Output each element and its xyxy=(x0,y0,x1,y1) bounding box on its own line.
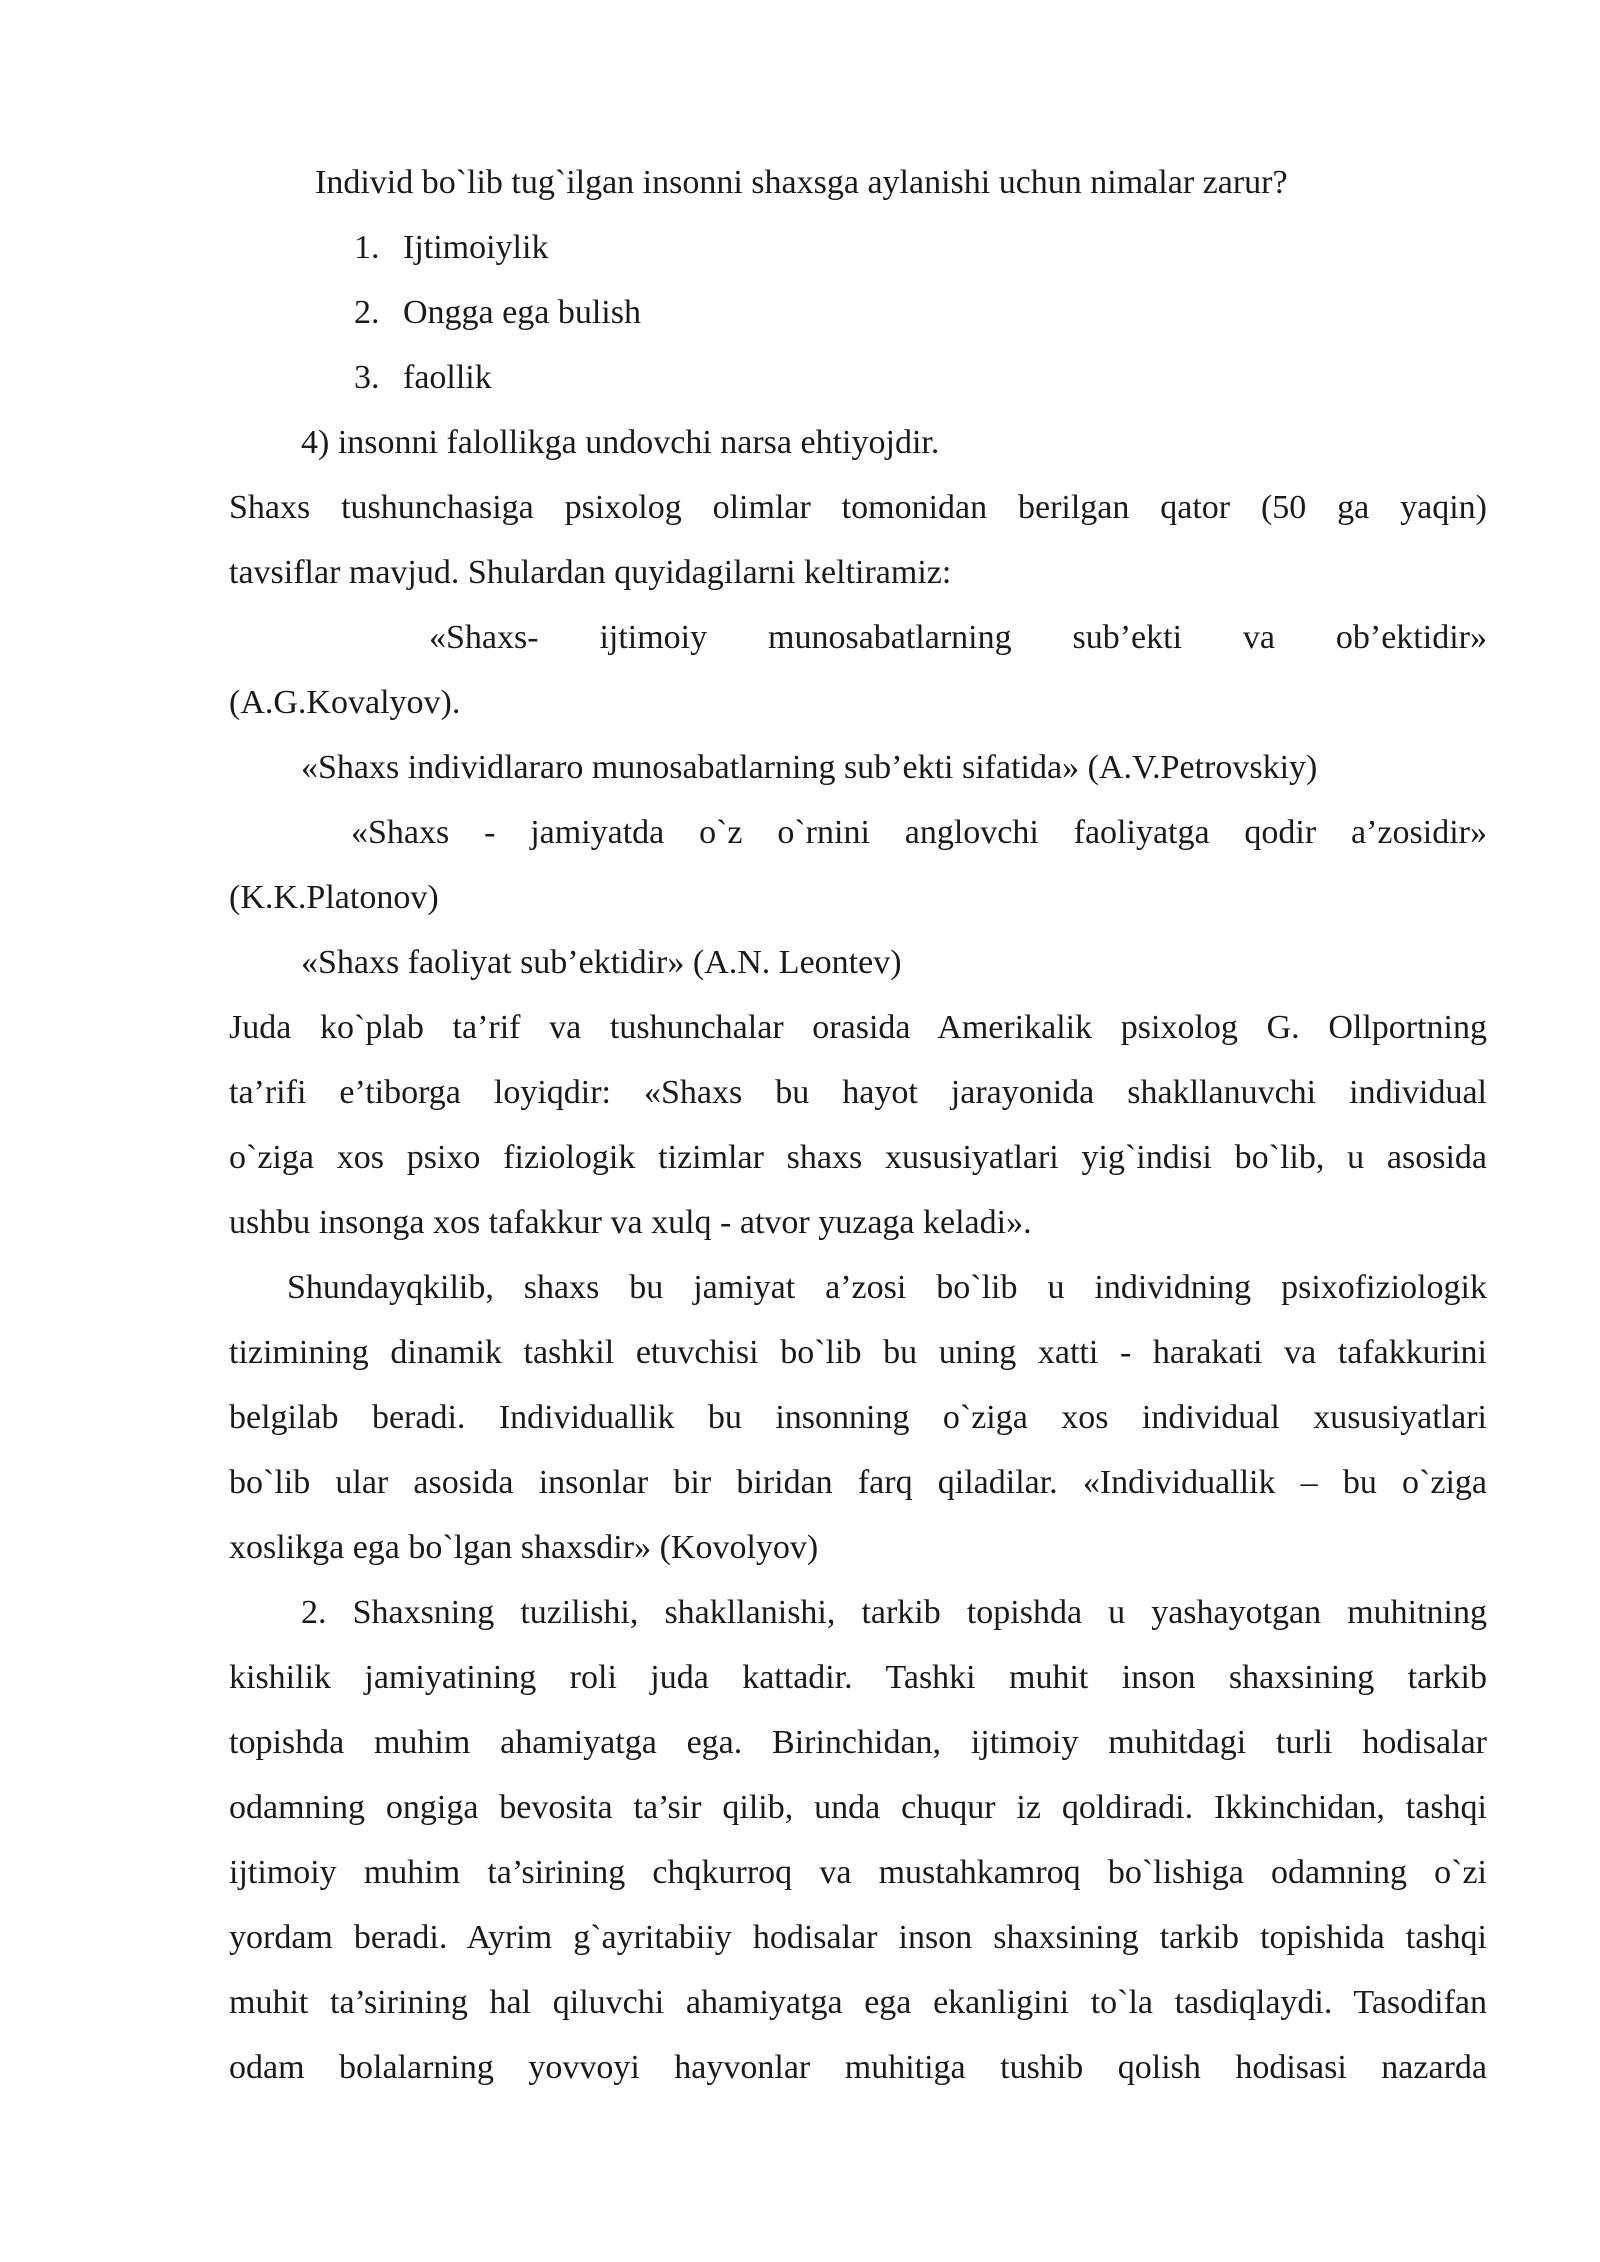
definition-text xyxy=(229,800,1487,865)
word: sub’ekti xyxy=(1072,619,1183,656)
paragraph-line: belgilab beradi. Individuallik bu insonning o`ziga xos individual xususiyatlari xyxy=(229,1399,1487,1436)
paragraph-line: odam bolalarning yovvoyi hayvonlar muhitiga tushib qolish hodisasi nazarda xyxy=(229,2049,1487,2086)
list-item-text: Ongga ega bulish xyxy=(403,294,641,331)
word: o`rnini xyxy=(777,814,870,851)
paragraph-line: topishda muhim ahamiyatga ega. Birinchidan, ijtimoiy muhitdagi turli hodisalar xyxy=(229,1724,1487,1761)
section-2-paragraph xyxy=(229,1580,1487,2100)
paragraph-line: yordam beradi. Ayrim g`ayritabiiy hodisalar inson shaxsining tarkib topishida tashqi xyxy=(229,1919,1487,1956)
list-item-4: 4) insonni falollikga undovchi narsa ehtiyojdir. xyxy=(301,424,940,461)
paragraph-line: kishilik jamiyatining roli juda kattadir. Tashki muhit inson shaxsining tarkib xyxy=(229,1659,1487,1696)
definition-leontev: «Shaxs faoliyat sub’ektidir» (A.N. Leontev) xyxy=(301,944,902,981)
paragraph-line: odamning ongiga bevosita ta’sir qilib, unda chuqur iz qoldiradi. Ikkinchidan, tashqi xyxy=(229,1789,1487,1826)
document-page xyxy=(229,150,1487,2100)
paragraph-line: ta’rifi e’tiborga loyiqdir: «Shaxs bu hayot jarayonida shakllanuvchi individual xyxy=(229,1074,1487,1111)
list-item xyxy=(229,280,1487,345)
definition-text xyxy=(229,605,1487,670)
word: qodir xyxy=(1244,814,1317,851)
definition-kovalyov xyxy=(229,605,1487,735)
paragraph-line: o`ziga xos psixo fiziologik tizimlar shaxs xususiyatlari yig`indisi bo`lib, u asosida xyxy=(229,1139,1487,1176)
word: faoliyatga xyxy=(1073,814,1210,851)
list-item-text: Ijtimoiylik xyxy=(403,229,549,266)
numbered-list xyxy=(229,215,1487,410)
definition-petrovskiy: «Shaxs individlararo munosabatlarning sub’ekti sifatida» (A.V.Petrovskiy) xyxy=(301,749,1318,786)
word: va xyxy=(1242,619,1276,656)
summary-paragraph xyxy=(229,1255,1487,1580)
paragraph-line: xoslikga ega bo`lgan shaxsdir» (Kovolyov) xyxy=(229,1529,819,1566)
word: a’zosidir» xyxy=(1351,814,1487,851)
definition-author: (A.G.Kovalyov). xyxy=(229,684,461,721)
word: - xyxy=(484,814,496,851)
list-item-number: 2. xyxy=(354,294,380,331)
paragraph-line: muhit ta’sirining hal qiluvchi ahamiyatga ega ekanligini to`la tasdiqlaydi. Tasodifan xyxy=(229,1984,1487,2021)
list-item-number: 3. xyxy=(354,359,380,396)
word: ob’ektidir» xyxy=(1335,619,1487,656)
paragraph-line: 2. Shaxsning tuzilishi, shakllanishi, tarkib topishda u yashayotgan muhitning xyxy=(301,1594,1487,1631)
definition-platonov xyxy=(229,800,1487,930)
intro-line: Shaxs tushunchasiga psixolog olimlar tomonidan berilgan qator (50 ga yaqin) xyxy=(229,489,1487,526)
question-line: Individ bo`lib tug`ilgan insonni shaxsga aylanishi uchun nimalar zarur? xyxy=(315,164,1288,201)
word: «Shaxs- xyxy=(429,619,539,656)
paragraph-line: Shundayqkilib, shaxs bu jamiyat a’zosi bo`lib u individning psixofiziologik xyxy=(287,1269,1487,1306)
intro-paragraph xyxy=(229,475,1487,605)
word: ijtimoiy xyxy=(599,619,708,656)
word: o`z xyxy=(699,814,743,851)
list-item-number: 1. xyxy=(354,229,380,266)
list-item xyxy=(229,345,1487,410)
paragraph-line: Juda ko`plab ta’rif va tushunchalar orasida Amerikalik psixolog G. Ollportning xyxy=(229,1009,1487,1046)
word: jamiyatda xyxy=(530,814,665,851)
definition-author: (K.K.Platonov) xyxy=(229,879,439,916)
paragraph-line: tizimining dinamik tashkil etuvchisi bo`lib bu uning xatti - harakati va tafakkurini xyxy=(229,1334,1487,1371)
allport-paragraph xyxy=(229,995,1487,1255)
word: munosabatlarning xyxy=(768,619,1012,656)
intro-line: tavsiflar mavjud. Shulardan quyidagilarni keltiramiz: xyxy=(229,554,952,591)
word: anglovchi xyxy=(904,814,1039,851)
word: «Shaxs xyxy=(351,814,450,851)
list-item xyxy=(229,215,1487,280)
list-item-text: faollik xyxy=(403,359,492,396)
paragraph-line: ushbu insonga xos tafakkur va xulq - atvor yuzaga keladi». xyxy=(229,1204,1032,1241)
paragraph-line: ijtimoiy muhim ta’sirining chqkurroq va mustahkamroq bo`lishiga odamning o`zi xyxy=(229,1854,1487,1891)
paragraph-line: bo`lib ular asosida insonlar bir biridan farq qiladilar. «Individuallik – bu o`ziga xyxy=(229,1464,1487,1501)
